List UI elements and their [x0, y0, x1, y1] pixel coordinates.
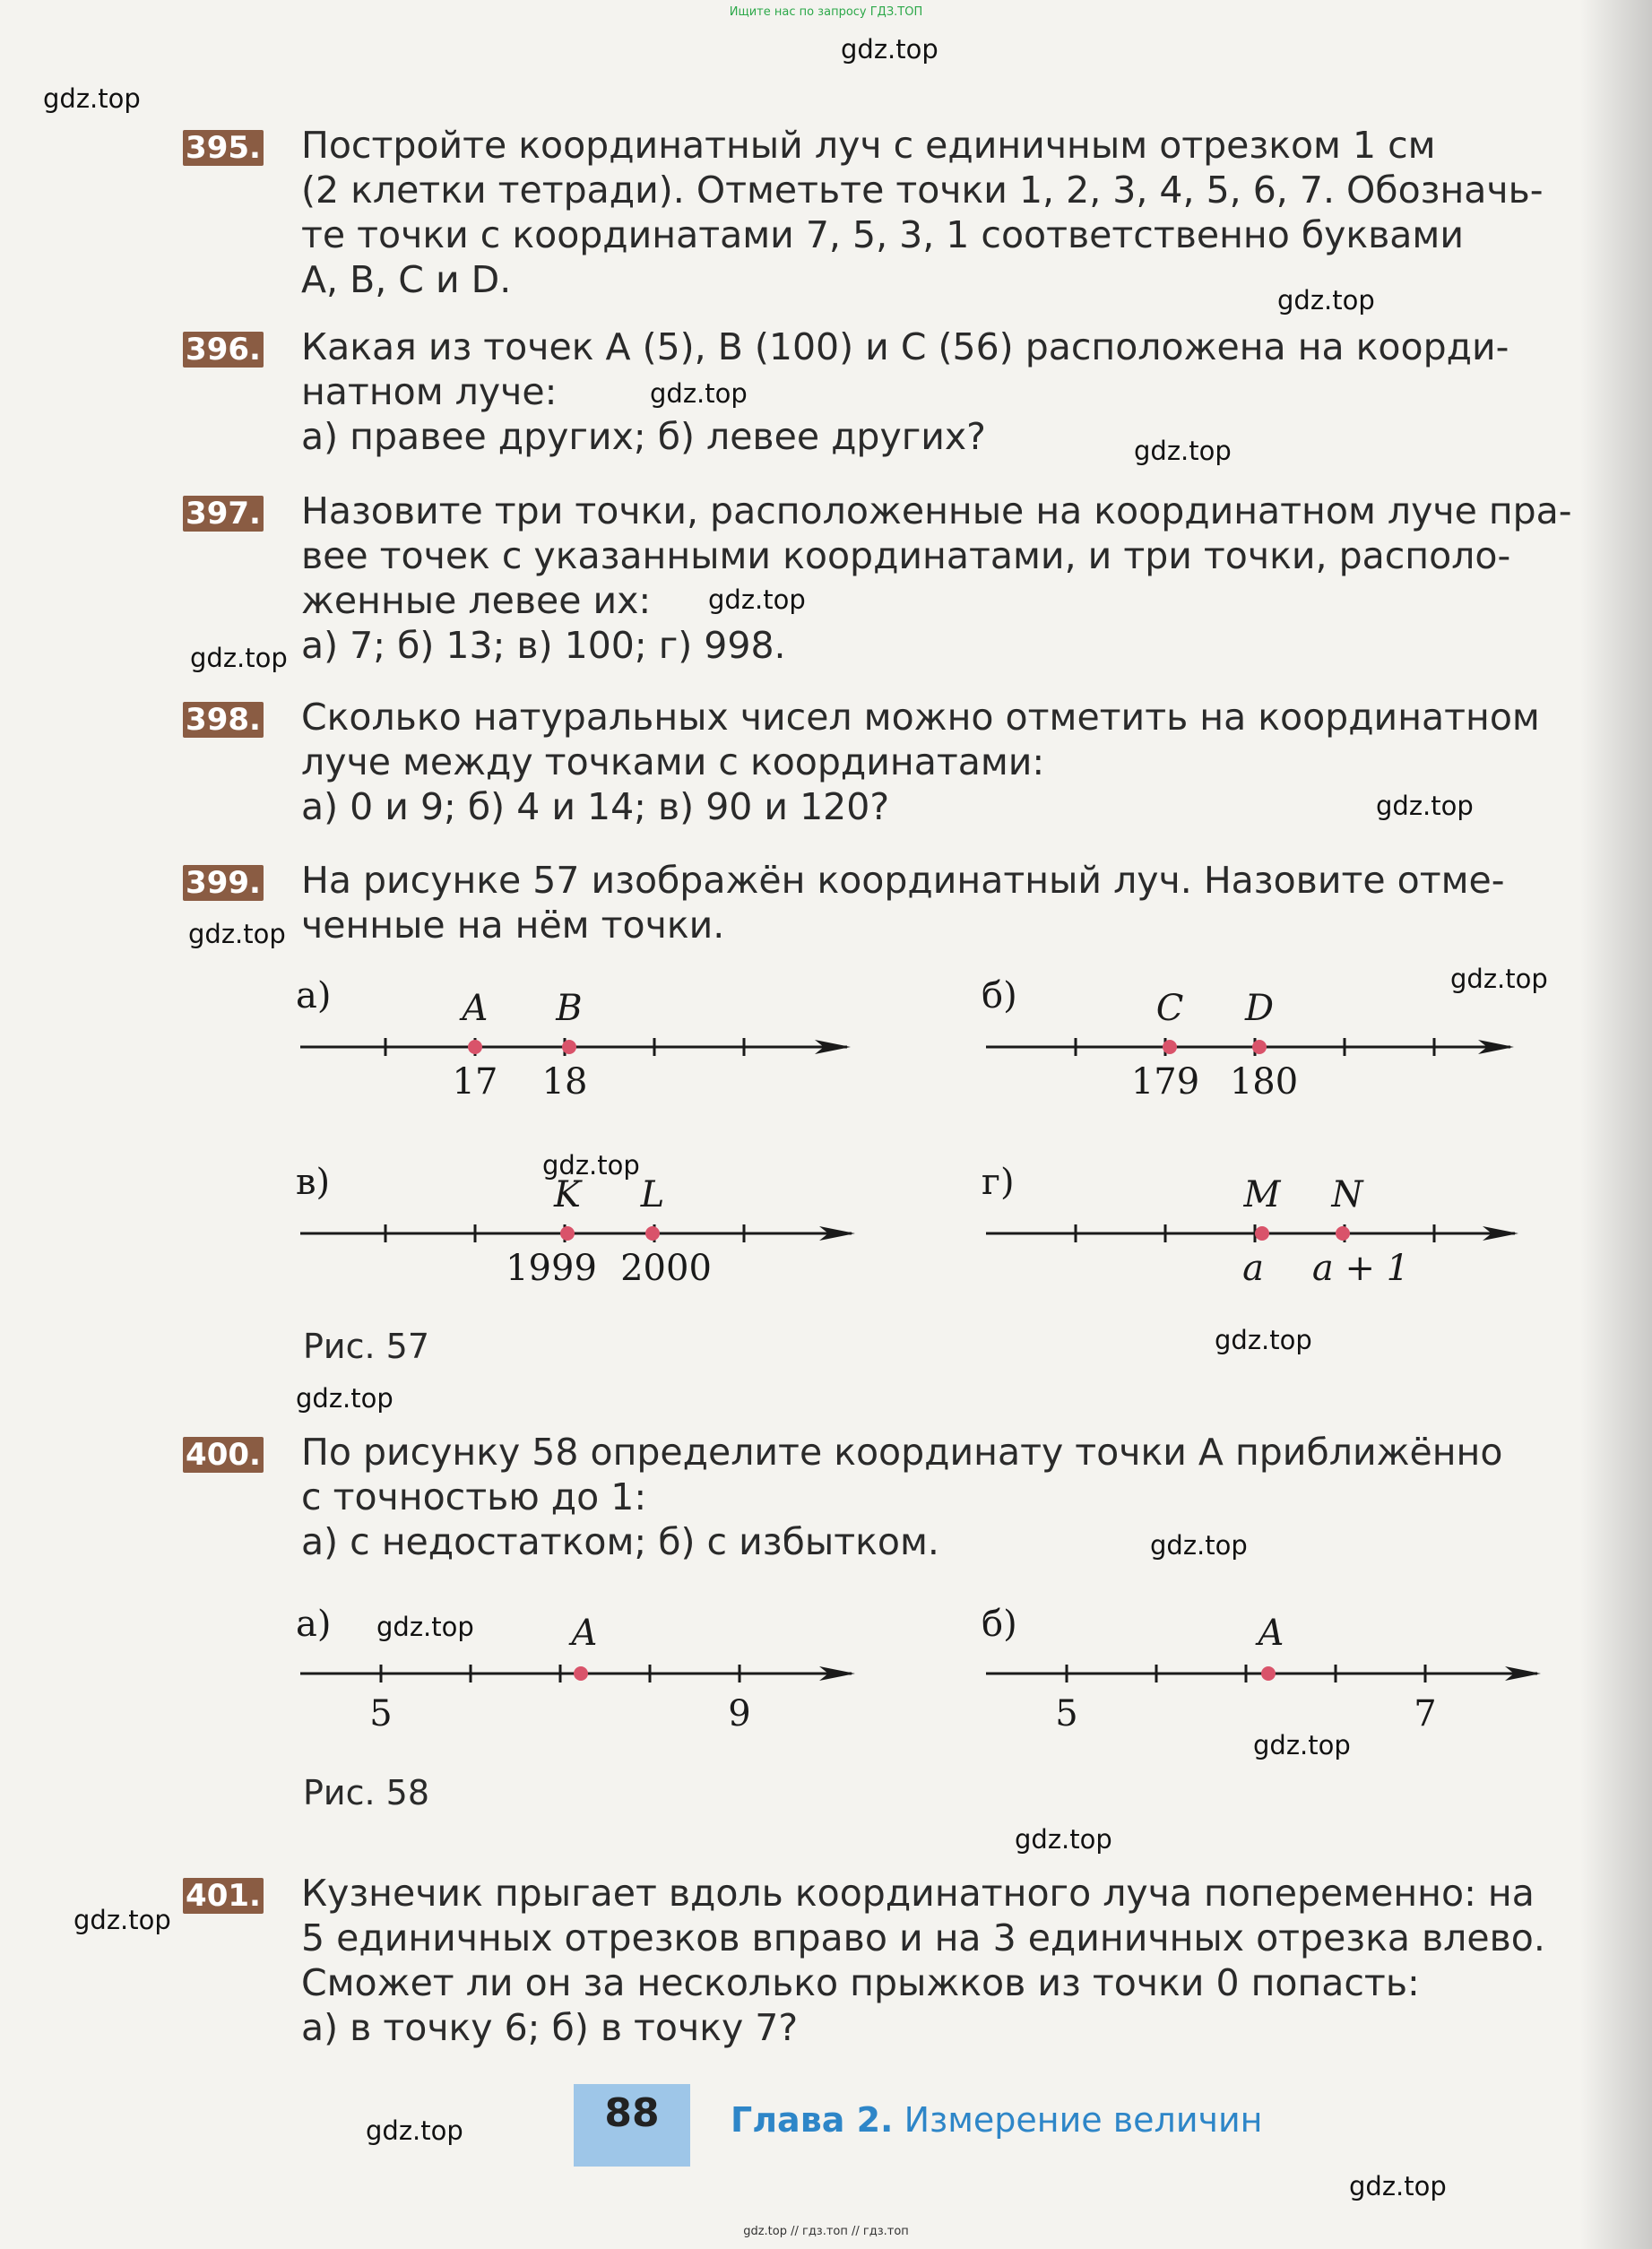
tick-label: a + 1 — [1311, 1248, 1410, 1289]
point-l — [645, 1226, 660, 1241]
point-label: D — [1244, 988, 1275, 1029]
text-line: женные левее их: — [301, 579, 652, 622]
text-line: вее точек с указанными координатами, и три точки, располо- — [301, 534, 1511, 577]
chapter-label: Глава 2. — [731, 2100, 894, 2140]
watermark: gdz.top — [1450, 964, 1548, 994]
tick-label: 2000 — [620, 1248, 712, 1289]
watermark: gdz.top — [1015, 1824, 1112, 1855]
exercise-number: 397. — [183, 496, 264, 532]
text-line: а) правее других; б) левее других? — [301, 415, 986, 458]
point-label: B — [556, 988, 583, 1029]
exercise-number: 398. — [183, 702, 264, 738]
watermark: gdz.top — [1277, 285, 1375, 316]
tick-label: a — [1242, 1248, 1264, 1289]
point-b — [562, 1040, 576, 1054]
tick-label: 180 — [1229, 1061, 1299, 1103]
figure-caption: Рис. 58 — [303, 1773, 430, 1812]
fig57-panel-b — [982, 975, 1510, 1103]
point-label: M — [1243, 1174, 1281, 1215]
watermark: gdz.top — [74, 1905, 171, 1935]
point-label: N — [1331, 1174, 1363, 1215]
text-line: Сможет ли он за несколько прыжков из точки 0 попасть: — [301, 1961, 1420, 2004]
exercise-text — [301, 489, 1572, 668]
point-m — [1255, 1226, 1269, 1241]
watermark: gdz.top — [1150, 1530, 1248, 1561]
watermark: gdz.top — [188, 919, 286, 949]
exercise-text — [301, 123, 1561, 302]
bottom-note: gdz.top // гдз.топ // гдз.топ — [743, 2225, 909, 2238]
text-line: ченные на нём точки. — [301, 904, 725, 947]
figure-caption: Рис. 57 — [303, 1327, 430, 1366]
text-line: с точностью до 1: — [301, 1475, 647, 1518]
panel-tag: г) — [982, 1162, 1015, 1203]
watermark: gdz.top — [366, 2115, 463, 2146]
exercise-text — [301, 1871, 1561, 2050]
point-c — [1163, 1040, 1177, 1054]
point-label: K — [554, 1174, 581, 1215]
exercise-text — [301, 695, 1561, 829]
fig57-panel-v — [296, 1162, 852, 1289]
point-k — [560, 1226, 575, 1241]
exercise-text — [301, 324, 1561, 459]
point-label: C — [1155, 988, 1184, 1029]
watermark: gdz.top — [1134, 436, 1232, 466]
tick-label: 179 — [1130, 1061, 1200, 1103]
text-line: а) 7; б) 13; в) 100; г) 998. — [301, 624, 786, 667]
text-line: 5 единичных отрезков вправо и на 3 единичных отрезка влево. — [301, 1916, 1545, 1959]
text-line: а) 0 и 9; б) 4 и 14; в) 90 и 120? — [301, 785, 890, 828]
tick-label: 9 — [728, 1693, 751, 1734]
exercise-text — [301, 1430, 1561, 1564]
point-label: A — [462, 988, 489, 1029]
watermark: gdz.top — [190, 643, 288, 673]
text-line: натном луче: — [301, 370, 558, 413]
exercise-number: 400. — [183, 1437, 264, 1473]
text-line: Назовите три точки, расположенные на координатном луче пра- — [301, 489, 1572, 532]
point-label: A — [571, 1613, 598, 1654]
panel-tag: а) — [296, 1604, 332, 1645]
watermark: gdz.top — [1215, 1325, 1312, 1355]
text-line: те точки с координатами 7, 5, 3, 1 соответственно буквами — [301, 213, 1465, 256]
exercise-text — [301, 858, 1561, 947]
point-label: A — [1258, 1613, 1284, 1654]
fig57-panel-a — [296, 975, 847, 1103]
panel-tag: в) — [296, 1162, 331, 1203]
point-label: L — [640, 1174, 665, 1215]
watermark: gdz.top — [376, 1612, 474, 1642]
watermark: gdz.top — [43, 83, 141, 114]
figure-58 — [269, 1600, 1578, 1743]
figure-57 — [269, 968, 1578, 1309]
page-edge-shadow — [1580, 0, 1652, 2249]
tick-label: 17 — [452, 1061, 498, 1103]
text-line: Какая из точек A (5), B (100) и C (56) расположена на коорди- — [301, 325, 1509, 368]
text-line: Постройте координатный луч с единичным отрезком 1 см — [301, 124, 1436, 167]
exercise-number: 396. — [183, 332, 264, 368]
text-line: луче между точками с координатами: — [301, 740, 1045, 783]
point-a — [1261, 1666, 1276, 1681]
text-line: Сколько натуральных чисел можно отметить на координатном — [301, 696, 1540, 739]
watermark: gdz.top — [1349, 2171, 1447, 2201]
tick-label: 5 — [369, 1693, 393, 1734]
text-line: A, B, C и D. — [301, 258, 512, 301]
tick-label: 1999 — [506, 1248, 597, 1289]
chapter-title — [731, 2100, 1263, 2140]
tick-label: 18 — [541, 1061, 588, 1103]
point-d — [1252, 1040, 1267, 1054]
point-a — [468, 1040, 482, 1054]
fig58-panel-a — [296, 1604, 852, 1734]
watermark: gdz.top — [542, 1150, 640, 1181]
watermark: gdz.top — [296, 1383, 394, 1414]
exercise-number: 399. — [183, 865, 264, 901]
panel-tag: б) — [982, 975, 1017, 1016]
text-line: (2 клетки тетради). Отметьте точки 1, 2, 3, 4, 5, 6, 7. Обозначь- — [301, 169, 1544, 212]
text-line: По рисунку 58 определите координату точки A приближённо — [301, 1431, 1503, 1474]
chapter-name: Измерение величин — [904, 2100, 1263, 2140]
text-line: Кузнечик прыгает вдоль координатного луча попеременно: на — [301, 1872, 1535, 1915]
watermark: gdz.top — [1253, 1730, 1351, 1760]
panel-tag: б) — [982, 1604, 1017, 1645]
watermark: gdz.top — [708, 584, 806, 615]
point-n — [1336, 1226, 1350, 1241]
text-line: а) с недостатком; б) с избытком. — [301, 1520, 939, 1563]
exercise-number: 401. — [183, 1878, 264, 1914]
panel-tag: а) — [296, 975, 332, 1016]
tick-label: 5 — [1055, 1693, 1078, 1734]
top-note: Ищите нас по запросу ГДЗ.ТОП — [729, 5, 923, 19]
text-line: а) в точку 6; б) в точку 7? — [301, 2006, 799, 2049]
page-number: 88 — [604, 2090, 660, 2136]
text-line: На рисунке 57 изображён координатный луч. Назовите отме- — [301, 859, 1505, 902]
fig57-panel-g — [982, 1162, 1515, 1289]
watermark: gdz.top — [841, 34, 938, 65]
fig58-panel-b — [982, 1604, 1537, 1734]
tick-label: 7 — [1414, 1693, 1437, 1734]
point-a — [574, 1666, 588, 1681]
watermark: gdz.top — [1376, 791, 1474, 821]
exercise-number: 395. — [183, 130, 264, 166]
watermark: gdz.top — [650, 378, 748, 409]
